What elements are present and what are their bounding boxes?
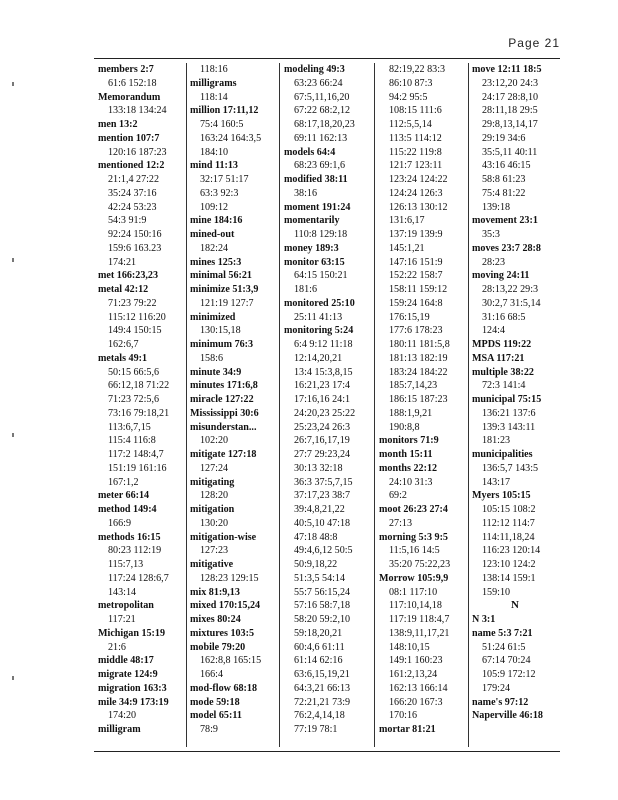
index-column-2 [190, 63, 274, 747]
index-entry: meter 66:14 [98, 490, 150, 502]
index-page-refs: 47:18 48:8 [294, 531, 338, 543]
index-entry: milligram [98, 724, 141, 735]
index-page-refs: 116:23 120:14 [482, 545, 541, 557]
index-page-refs: 25:11 41:13 [294, 311, 343, 323]
index-entry: metropolitan [98, 600, 154, 612]
index-page-refs: 124:24 126:3 [389, 187, 443, 199]
index-page-refs: 80:23 112:19 [108, 545, 162, 557]
index-page-refs: 152:22 158:7 [389, 270, 443, 282]
index-page-refs: 61:6 152:18 [108, 77, 157, 89]
index-page-refs: 86:10 87:3 [389, 77, 433, 89]
index-page-refs: 183:24 184:22 [389, 366, 448, 378]
index-entry: moment 191:24 [284, 201, 351, 213]
index-page-refs: 40:5,10 47:18 [294, 517, 351, 529]
index-entry: money 189:3 [284, 242, 339, 254]
index-page-refs: 35:5,11 40:11 [482, 146, 538, 158]
index-page-refs: 177:6 178:23 [389, 325, 443, 337]
index-entry: mines 125:3 [190, 256, 242, 268]
index-page-refs: 32:17 51:17 [200, 174, 249, 185]
index-entry: minimized [190, 311, 236, 323]
index-entry: metals 49:1 [98, 352, 148, 364]
index-page-refs: 190:8,8 [389, 421, 420, 433]
index-entry: movement 23:1 [472, 215, 538, 227]
index-page-refs: 143:14 [108, 586, 137, 598]
index-page-refs: 35:24 37:16 [108, 187, 157, 199]
index-page-refs: 64:3,21 66:13 [294, 682, 351, 694]
index-page-refs: 27:13 [389, 517, 412, 529]
index-page-refs: 36:3 37:5,7,15 [294, 476, 353, 488]
index-page-refs: 112:12 114:7 [482, 517, 535, 529]
index-page-refs: 72:3 141:4 [482, 380, 526, 392]
index-entry: minimal 56:21 [190, 270, 252, 282]
index-page-refs: 6:4 9:12 11:18 [294, 339, 353, 350]
index-entry: name 5:3 7:21 [472, 627, 533, 639]
index-page-refs: 128:23 129:15 [200, 572, 259, 584]
index-page-refs: 149:1 160:23 [389, 655, 443, 667]
index-page-refs: 148:10,15 [389, 641, 430, 653]
index-page-refs: 118:14 [200, 91, 228, 103]
index-page-refs: 28:13,22 29:3 [482, 284, 539, 295]
index-entry: monitors 71:9 [379, 435, 439, 447]
index-entry: mixes 80:24 [190, 614, 241, 625]
index-page-refs: 133:18 134:24 [108, 105, 167, 117]
index-page-refs: 27:7 29:23,24 [294, 449, 351, 460]
index-page-refs: 163:24 164:3,5 [200, 132, 262, 144]
index-page-refs: 82:19,22 83:3 [389, 64, 446, 75]
index-page-refs: 31:16 68:5 [482, 311, 526, 323]
index-page-refs: 179:24 [482, 682, 511, 694]
index-entry: minute 34:9 [190, 366, 242, 378]
index-page-refs: 71:23 79:22 [108, 297, 157, 309]
index-page-refs: 118:16 [200, 64, 228, 75]
index-page-refs: 124:4 [482, 325, 505, 337]
index-page-refs: 42:24 53:23 [108, 201, 157, 213]
index-page-refs: 127:23 [200, 545, 229, 557]
index-page-refs: 63:23 66:24 [294, 77, 343, 89]
index-entry: metal 42:12 [98, 284, 149, 295]
index-page-refs: 176:15,19 [389, 311, 430, 323]
index-page-refs: 159:24 164:8 [389, 297, 443, 309]
index-page-refs: 131:6,17 [389, 215, 425, 227]
index-page-refs: 162:6,7 [108, 339, 139, 350]
index-column-4 [379, 63, 465, 747]
index-entry: mod-flow 68:18 [190, 682, 258, 694]
index-page-refs: 128:20 [200, 490, 229, 502]
index-entry: Myers 105:15 [472, 490, 531, 502]
column-divider [186, 63, 187, 747]
index-page-refs: 12:14,20,21 [294, 352, 343, 364]
index-page-refs: 75:4 81:22 [482, 187, 526, 199]
index-page-refs: 63:3 92:3 [200, 187, 239, 199]
index-page-refs: 115:7,13 [108, 559, 144, 570]
index-page-refs: 115:12 116:20 [108, 311, 166, 323]
index-entry: migrate 124:9 [98, 669, 158, 680]
index-entry: monitored 25:10 [284, 297, 355, 309]
index-page-refs: 174:21 [108, 256, 137, 268]
index-page-refs: 143:17 [482, 476, 511, 488]
index-page-refs: 145:1,21 [389, 242, 425, 254]
index-page-refs: 117:19 118:4,7 [389, 614, 450, 625]
index-entry: million 17:11,12 [190, 105, 259, 117]
index-entry: mixtures 103:5 [190, 627, 255, 639]
index-page-refs: 57:16 58:7,18 [294, 600, 351, 612]
index-page-refs: 51:24 61:5 [482, 641, 526, 653]
index-page-refs: 16:21,23 17:4 [294, 380, 351, 392]
index-page-refs: 08:1 117:10 [389, 586, 438, 598]
index-page-refs: 120:16 187:23 [108, 146, 167, 158]
index-page-refs: 151:19 161:16 [108, 462, 167, 474]
index-page-refs: 121:7 123:11 [389, 160, 443, 172]
index-entry: mined-out [190, 229, 235, 240]
index-page-refs: 11:5,16 14:5 [389, 545, 440, 557]
index-page-refs: 50:9,18,22 [294, 559, 338, 570]
index-page-refs: 138:9,11,17,21 [389, 627, 450, 639]
index-page-refs: 24:20,23 25:22 [294, 407, 356, 419]
index-page-refs: 26:7,16,17,19 [294, 435, 350, 447]
index-page-refs: 54:3 91:9 [108, 215, 147, 227]
index-page-refs: 115:4 116:8 [108, 435, 156, 447]
index-page-refs: 102:20 [200, 435, 229, 447]
index-page-refs: 23:12,20 24:3 [482, 77, 539, 89]
index-entry: multiple 38:22 [472, 366, 534, 378]
index-page-refs: 109:12 [200, 201, 229, 213]
margin-mark [12, 676, 14, 680]
index-entry: Michigan 15:19 [98, 627, 166, 639]
index-entry: momentarily [284, 215, 340, 227]
index-page-refs: 30:2,7 31:5,14 [482, 297, 541, 309]
index-page-refs: 60:4,6 61:11 [294, 641, 345, 653]
index-page-refs: 136:21 137:6 [482, 407, 536, 419]
index-page-refs: 166:9 [108, 517, 131, 529]
index-entry: months 22:12 [379, 462, 438, 474]
index-page-refs: 110:8 129:18 [294, 229, 348, 240]
index-entry: men 13:2 [98, 119, 138, 130]
index-page-refs: 112:5,5,14 [389, 119, 432, 130]
index-entry: municipal 75:15 [472, 394, 542, 405]
margin-mark [12, 82, 14, 86]
index-page-refs: 139:18 [482, 201, 511, 213]
index-page-refs: 166:20 167:3 [389, 696, 443, 708]
index-page-refs: 51:3,5 54:14 [294, 572, 346, 584]
index-page-refs: 117:2 148:4,7 [108, 449, 164, 460]
index-page-refs: 136:5,7 143:5 [482, 462, 539, 474]
index-page-refs: 68:23 69:1,6 [294, 160, 346, 172]
index-page-refs: 72:21,21 73:9 [294, 696, 351, 708]
index-page-refs: 67:14 70:24 [482, 655, 531, 667]
index-entry: moving 24:11 [472, 270, 530, 282]
index-page-refs: 158:11 159:12 [389, 284, 448, 295]
index-entry: misunderstan... [190, 421, 257, 433]
index-page-refs: 117:21 [108, 614, 136, 625]
index-page-refs: 161:2,13,24 [389, 669, 438, 680]
index-page-refs: 147:16 151:9 [389, 256, 443, 268]
index-entry: mentioned 12:2 [98, 160, 165, 172]
index-page-refs: 167:1,2 [108, 476, 139, 488]
index-page-refs: 58:8 61:23 [482, 174, 526, 185]
index-page-refs: 69:11 162:13 [294, 132, 348, 144]
index-entry: mobile 79:20 [190, 641, 246, 653]
index-entry: middle 48:17 [98, 655, 154, 667]
index-page-refs: 68:17,18,20,23 [294, 119, 355, 130]
index-entry: mention 107:7 [98, 132, 160, 144]
index-page-refs: 126:13 130:12 [389, 201, 448, 213]
index-page-refs: 24:10 31:3 [389, 476, 433, 488]
index-entry: methods 16:15 [98, 531, 161, 543]
index-page-refs: 121:19 127:7 [200, 297, 254, 309]
index-page-refs: 162:13 166:14 [389, 682, 448, 694]
index-entry: method 149:4 [98, 504, 157, 515]
index-page-refs: 185:7,14,23 [389, 380, 438, 392]
index-page-refs: 58:20 59:2,10 [294, 614, 351, 625]
index-entry: MSA 117:21 [472, 352, 525, 364]
index-page-refs: 61:14 62:16 [294, 655, 343, 667]
index-entry: mitigate 127:18 [190, 449, 257, 460]
index-page-refs: 59:18,20,21 [294, 627, 343, 639]
index-page-refs: 77:19 78:1 [294, 724, 338, 735]
index-entry: minutes 171:6,8 [190, 380, 258, 392]
index-page-refs: 188:1,9,21 [389, 407, 433, 419]
page-number: Page 21 [508, 36, 560, 50]
index-page-refs: 76:2,4,14,18 [294, 710, 345, 722]
margin-mark [12, 258, 14, 262]
index-page-refs: 75:4 160:5 [200, 119, 244, 130]
index-page-refs: 130:15,18 [200, 325, 241, 337]
index-page-refs: 130:20 [200, 517, 229, 529]
index-page-refs: 174:20 [108, 710, 137, 722]
index-page-refs: 17:16,16 24:1 [294, 394, 351, 405]
index-page-refs: 78:9 [200, 724, 218, 735]
index-page-refs: 137:19 139:9 [389, 229, 443, 240]
index-entry: monitor 63:15 [284, 256, 345, 268]
index-page-refs: 64:15 150:21 [294, 270, 348, 282]
index-page-refs: 113:5 114:12 [389, 132, 442, 144]
index-entry: mix 81:9,13 [190, 586, 240, 598]
index-entry: month 15:11 [379, 449, 433, 460]
index-entry: moves 23:7 28:8 [472, 242, 541, 254]
index-entry: met 166:23,23 [98, 270, 158, 282]
index-entry: moot 26:23 27:4 [379, 504, 448, 515]
index-entry: Memorandum [98, 91, 161, 103]
index-page-refs: 21:1,4 27:22 [108, 174, 160, 185]
index-entry: minimum 76:3 [190, 339, 254, 350]
index-page-refs: 113:6,7,15 [108, 421, 151, 433]
index-page-refs: 180:11 181:5,8 [389, 339, 450, 350]
index-page-refs: 94:2 95:5 [389, 91, 428, 103]
index-page-refs: 69:2 [389, 490, 407, 502]
index-entry: name's 97:12 [472, 696, 529, 708]
index-entry: move 12:11 18:5 [472, 64, 542, 75]
column-divider [279, 63, 280, 747]
index-page-refs: 127:24 [200, 462, 229, 474]
index-page-refs: 114:11,18,24 [482, 531, 535, 543]
index-page-refs: 162:8,8 165:15 [200, 655, 262, 667]
index-entry: mitigation [190, 504, 235, 515]
index-page-refs: 28:11,18 29:5 [482, 105, 538, 117]
index-page-refs: 39:4,8,21,22 [294, 504, 345, 515]
section-letter [472, 599, 558, 613]
index-entry: milligrams [190, 77, 237, 89]
index-page-refs: 186:15 187:23 [389, 394, 448, 405]
index-page-refs: 105:9 172:12 [482, 669, 536, 680]
index-page-refs: 166:4 [200, 669, 223, 680]
column-divider [468, 63, 469, 747]
index-page-refs: 21:6 [108, 641, 126, 653]
index-page-refs: 123:24 124:22 [389, 174, 448, 185]
index-page-refs: 13:4 15:3,8,15 [294, 366, 353, 378]
index-page-refs: 38:16 [294, 187, 317, 199]
index-entry: mitigation-wise [190, 531, 257, 543]
section-letter-text: N [501, 599, 529, 613]
index-page-refs: 181:6 [294, 284, 317, 295]
index-entry: morning 5:3 9:5 [379, 531, 448, 543]
index-page-refs: 117:24 128:6,7 [108, 572, 169, 584]
index-page-refs: 35:3 [482, 229, 500, 240]
index-page-refs: 37:17,23 38:7 [294, 490, 351, 502]
index-entry: N 3:1 [472, 614, 496, 625]
index-entry: mitigating [190, 476, 235, 488]
index-page-refs: 43:16 46:15 [482, 160, 531, 172]
index-entry: mortar 81:21 [379, 724, 436, 735]
index-page-refs: 24:17 28:8,10 [482, 91, 539, 103]
index-page-refs: 92:24 150:16 [108, 229, 162, 240]
index-column-3 [284, 63, 370, 747]
index-entry: minimize 51:3,9 [190, 284, 259, 295]
index-page-refs: 117:10,14,18 [389, 600, 442, 612]
index-page-refs: 73:16 79:18,21 [108, 407, 170, 419]
index-entry: mitigative [190, 559, 234, 570]
index-page-refs: 30:13 32:18 [294, 462, 343, 474]
index-entry: monitoring 5:24 [284, 325, 354, 337]
index-column-5 [472, 63, 558, 747]
index-page-refs: 28:23 [482, 256, 505, 268]
index-entry: mode 59:18 [190, 696, 240, 708]
index-page-refs: 159:6 163.23 [108, 242, 162, 254]
index-entry: mine 184:16 [190, 215, 243, 227]
index-page-refs: 105:15 108:2 [482, 504, 536, 515]
index-page-refs: 66:12,18 71:22 [108, 380, 170, 392]
index-entry: mile 34:9 173:19 [98, 696, 169, 708]
margin-mark [12, 433, 14, 437]
index-entry: modified 38:11 [284, 174, 348, 185]
index-page-refs: 63:6,15,19,21 [294, 669, 350, 680]
column-divider [374, 63, 375, 747]
index-entry: migration 163:3 [98, 682, 167, 694]
index-page-refs: 159:10 [482, 586, 511, 598]
index-page-refs: 29:19 34:6 [482, 132, 526, 144]
index-page-refs: 55:7 56:15,24 [294, 586, 351, 598]
index-entry: Mississippi 30:6 [190, 407, 259, 419]
index-page-refs: 49:4,6,12 50:5 [294, 545, 353, 557]
index-entry: miracle 127:22 [190, 394, 254, 405]
index-page-refs: 182:24 [200, 242, 229, 254]
index-entry: mixed 170:15,24 [190, 600, 261, 612]
index-page-refs: 149:4 150:15 [108, 325, 162, 337]
index-page-refs: 50:15 66:5,6 [108, 366, 160, 378]
index-page-refs: 25:23,24 26:3 [294, 421, 351, 433]
index-entry: Naperville 46:18 [472, 710, 543, 722]
index-page-refs: 138:14 159:1 [482, 572, 536, 584]
index-page-refs: 29:8,13,14,17 [482, 119, 538, 130]
index-page-refs: 158:6 [200, 352, 223, 364]
index-page-refs: 71:23 72:5,6 [108, 394, 160, 405]
index-page-refs: 181:13 182:19 [389, 352, 448, 364]
index-page-refs: 139:3 143:11 [482, 421, 536, 433]
index-page-refs: 67:22 68:2,12 [294, 105, 351, 117]
index-page-refs: 123:10 124:2 [482, 559, 536, 570]
index-page-refs: 108:15 111:6 [389, 105, 442, 117]
index-page-refs: 170:16 [389, 710, 418, 722]
index-page-refs: 115:22 119:8 [389, 146, 442, 158]
index-page-refs: 67:5,11,16,20 [294, 91, 350, 103]
index-entry: models 64:4 [284, 146, 336, 158]
index-page-refs: 35:20 75:22,23 [389, 559, 451, 570]
index-page-refs: 181:23 [482, 435, 511, 447]
index-entry: municipalities [472, 449, 533, 460]
index-entry: modeling 49:3 [284, 64, 345, 75]
index-entry: Morrow 105:9,9 [379, 572, 449, 584]
index-entry: members 2:7 [98, 64, 154, 75]
index-entry: mind 11:13 [190, 160, 238, 172]
index-entry: MPDS 119:22 [472, 339, 532, 350]
index-table [94, 58, 560, 752]
index-entry: model 65:11 [190, 710, 242, 722]
index-page-refs: 184:10 [200, 146, 229, 158]
index-column-1 [98, 63, 182, 747]
